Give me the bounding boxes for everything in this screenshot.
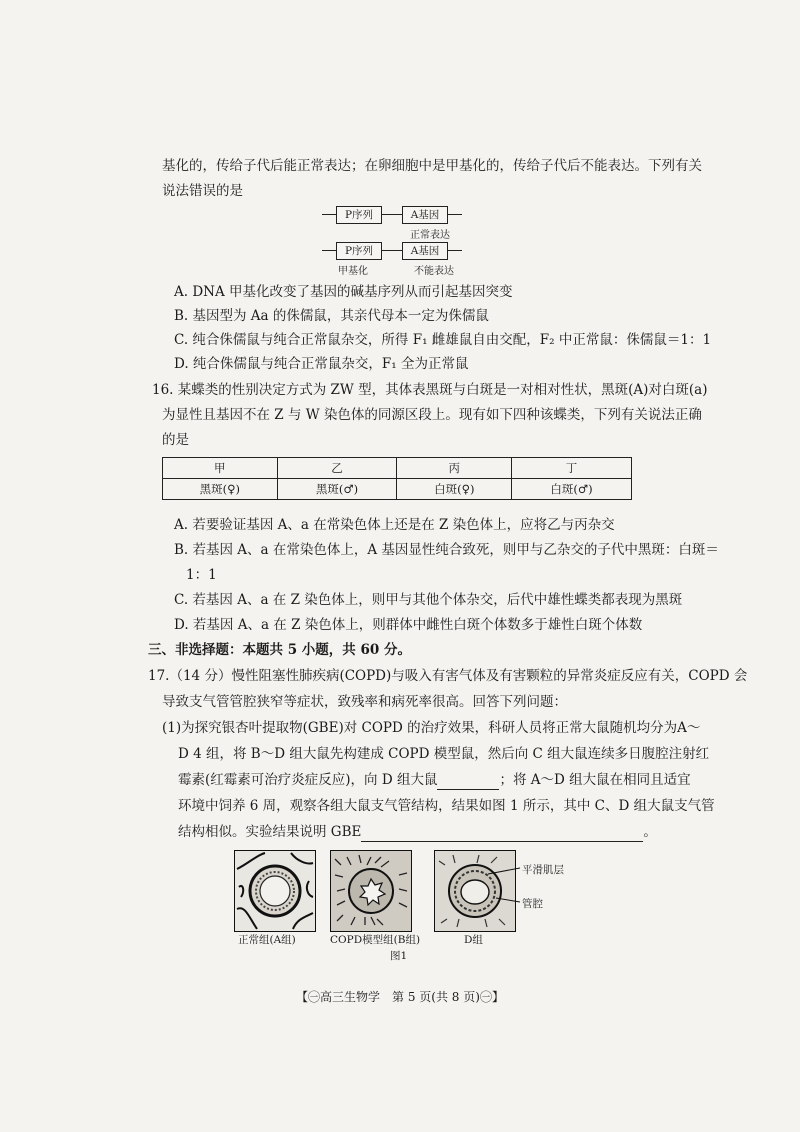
q16-option-b-continued: 1：1 <box>186 567 217 583</box>
q15-option-c: C. 纯合侏儒鼠与纯合正常鼠杂交，所得 F₁ 雌雄鼠自由交配，F₂ 中正常鼠：侏儒鼠＝1：1 <box>174 332 712 348</box>
q17-p1-line-1: (1)为探究银杏叶提取物(GBE)对 COPD 的治疗效果，科研人员将正常大鼠随机均分为A～ <box>162 720 701 736</box>
q16-stem-line-3: 的是 <box>162 432 189 448</box>
micrograph-normal-group <box>234 850 316 932</box>
q17-p1-line-3-rest: ；将 A～D 组大鼠在相同且适宜 <box>499 772 691 788</box>
q17-p1-line-5-text: 结构相似。实验结果说明 GBE <box>178 824 362 840</box>
p-sequence-box-1: P序列 <box>336 206 382 224</box>
table-cell: 黑斑(♀) <box>163 479 278 500</box>
answer-blank-1[interactable] <box>437 775 499 790</box>
q15-intro-line-1: 基化的，传给子代后能正常表达；在卵细胞中是甲基化的，传给子代后不能表达。下列有关 <box>162 158 702 174</box>
table-row <box>163 479 632 500</box>
page-footer: 【㊀高三生物学 第 5 页(共 8 页)㊀】 <box>296 990 504 1004</box>
table-header-cell: 丁 <box>512 458 632 479</box>
table-cell: 黑斑(♂) <box>277 479 397 500</box>
table-cell: 白斑(♂) <box>512 479 632 500</box>
butterfly-table <box>162 457 632 500</box>
q17-stem-line-1: 17.（14 分）慢性阻塞性肺疾病(COPD)与吸入有害气体及有害颗粒的异常炎症反应有关，COPD 会 <box>148 668 748 684</box>
q15-option-b: B. 基因型为 Aa 的侏儒鼠，其亲代母本一定为侏儒鼠 <box>174 308 489 324</box>
a-gene-box-2: A基因 <box>402 242 448 260</box>
no-expression-label: 不能表达 <box>414 266 454 277</box>
q17-p1-line-2: D 4 组，将 B～D 组大鼠先构建成 COPD 模型鼠，然后向 C 组大鼠连续多日腹腔注射红 <box>178 746 710 762</box>
caption-copd-group: COPD模型组(B组) <box>330 934 421 946</box>
q16-option-d: D. 若基因 A、a 在 Z 染色体上，则群体中雌性白斑个体数多于雄性白斑个体数 <box>174 617 643 633</box>
micrograph-copd-model-group <box>330 850 412 932</box>
answer-blank-2[interactable] <box>361 827 643 842</box>
section-heading: 三、非选择题：本题共 5 小题，共 60 分。 <box>148 642 411 658</box>
table-header-cell: 丙 <box>397 458 512 479</box>
q17-p1-line-4: 环境中饲养 6 周，观察各组大鼠支气管结构，结果如图 1 所示，其中 C、D 组大鼠支气管 <box>178 798 715 814</box>
table-header-row <box>163 458 632 479</box>
q15-option-d: D. 纯合侏儒鼠与纯合正常鼠杂交，F₁ 全为正常鼠 <box>174 356 469 372</box>
q17-p1-line-3-text: 霉素(红霉素可治疗炎症反应)，向 D 组大鼠 <box>178 772 438 788</box>
q16-stem-line-1: 16. 某蝶类的性别决定方式为 ZW 型，其体表黑斑与白斑是一对相对性状，黑斑(A)对白斑(a) <box>152 382 708 398</box>
lumen-label: 管腔 <box>522 898 543 910</box>
q16-option-a: A. 若要验证基因 A、a 在常染色体上还是在 Z 染色体上，应将乙与丙杂交 <box>174 517 615 533</box>
q17-p1-line-5 <box>178 822 657 842</box>
methylation-label: 甲基化 <box>338 266 368 277</box>
p-sequence-box-2: P序列 <box>336 242 382 260</box>
q15-intro-line-2: 说法错误的是 <box>162 183 243 199</box>
caption-d-group: D组 <box>464 934 483 946</box>
caption-normal-group: 正常组(A组) <box>238 934 296 946</box>
q17-p1-line-5-end: 。 <box>643 824 657 840</box>
figure-title: 图1 <box>390 950 408 962</box>
table-header-cell: 甲 <box>163 458 278 479</box>
q17-stem-line-2: 导致支气管管腔狭窄等症状，致残率和病死率很高。回答下列问题： <box>162 694 567 710</box>
q16-option-c: C. 若基因 A、a 在 Z 染色体上，则甲与其他个体杂交，后代中雄性蝶类都表现为黑斑 <box>174 592 683 608</box>
a-gene-box-1: A基因 <box>402 206 448 224</box>
q15-option-a: A. DNA 甲基化改变了基因的碱基序列从而引起基因突变 <box>174 284 513 300</box>
table-header-cell: 乙 <box>277 458 397 479</box>
q16-stem-line-2: 为显性且基因不在 Z 与 W 染色体的同源区段上。现有如下四种该蝶类，下列有关说法正确 <box>162 407 702 423</box>
q16-option-b: B. 若基因 A、a 在常染色体上，A 基因显性纯合致死，则甲与乙杂交的子代中黑斑：白斑＝ <box>174 542 719 558</box>
normal-expression-label: 正常表达 <box>410 230 450 241</box>
q17-p1-line-3 <box>178 770 691 790</box>
table-cell: 白斑(♀) <box>397 479 512 500</box>
figure-pointer-lines <box>486 864 522 910</box>
smooth-muscle-label: 平滑肌层 <box>522 864 564 876</box>
